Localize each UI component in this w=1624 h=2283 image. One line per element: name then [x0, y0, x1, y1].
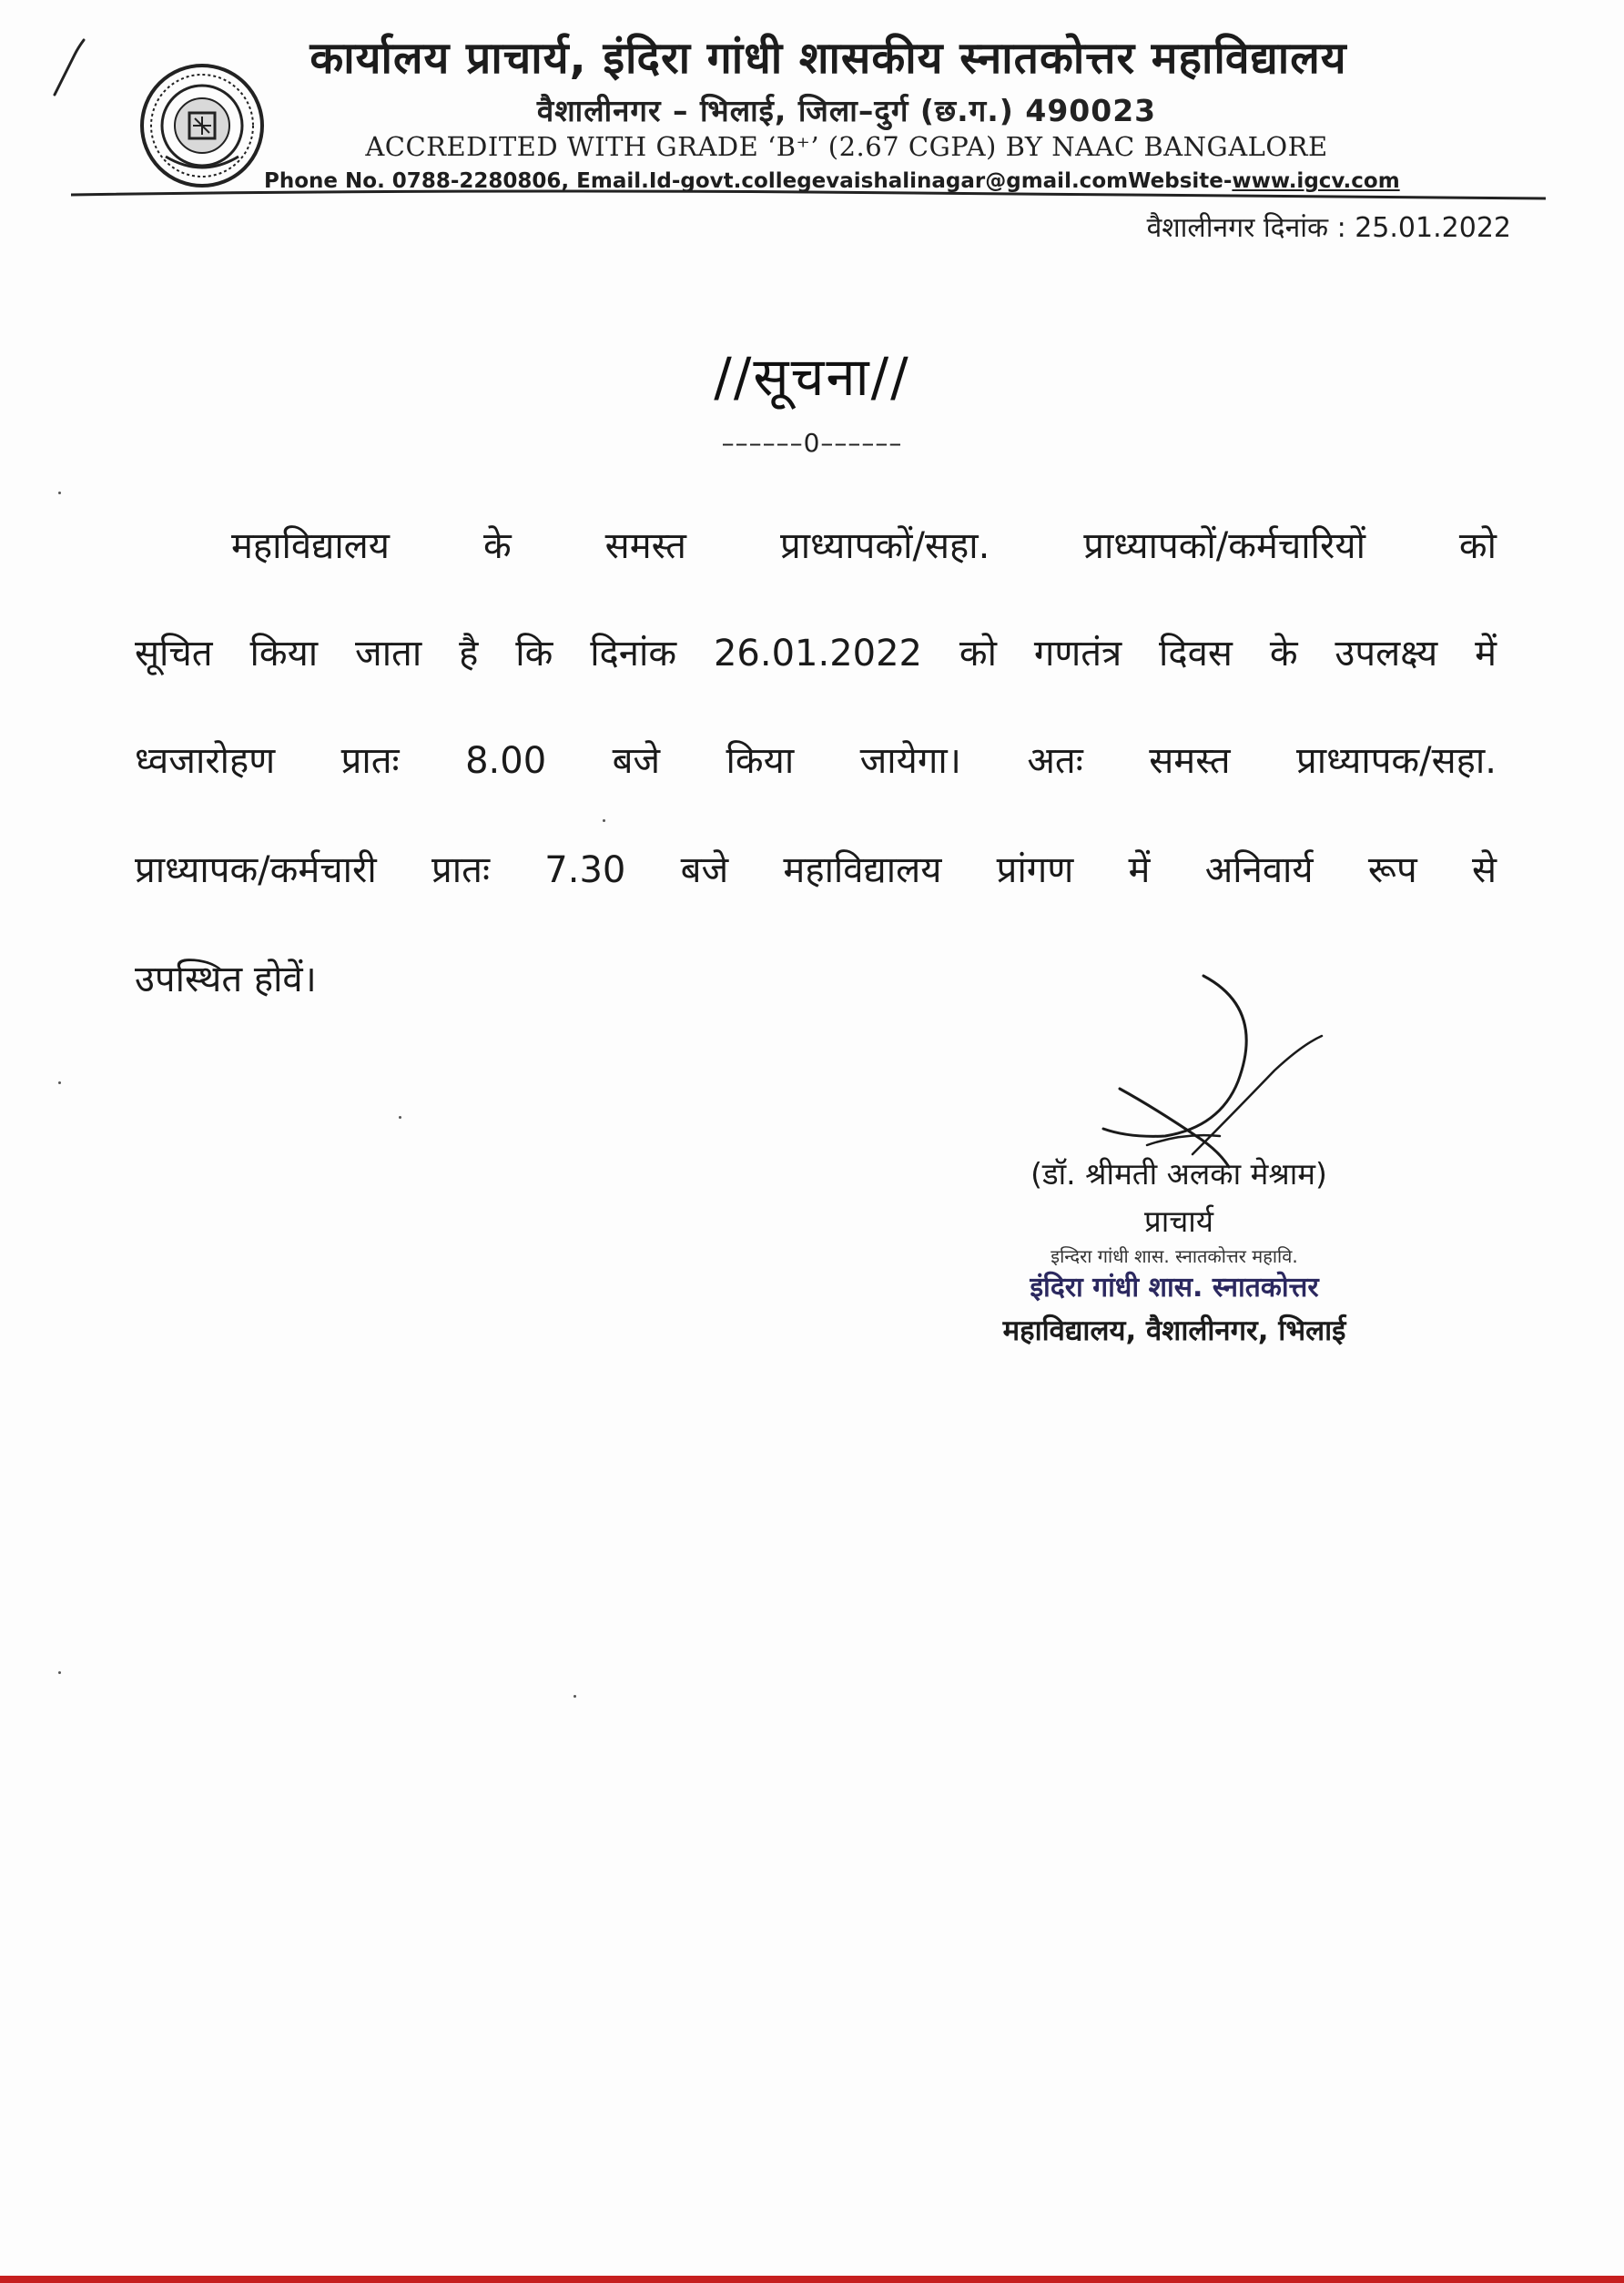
- notice-body-line: ध्वजारोहण प्रातः 8.00 बजे किया जायेगा। अतः समस्त प्राध्यापक/सहा.: [135, 740, 1497, 782]
- seal-stamp-line-1: इंदिरा गांधी शास. स्नातकोत्तर: [1030, 1272, 1319, 1304]
- website-link[interactable]: www.igcv.com: [1232, 169, 1400, 193]
- scan-speck: [58, 492, 61, 494]
- notice-divider: ––––––0––––––: [721, 428, 903, 458]
- scan-bottom-edge: [0, 2276, 1624, 2283]
- scan-speck: [399, 1116, 401, 1119]
- contact-details: Phone No. 0788-2280806, Email.Id-govt.collegevaishalinagar@gmail.comWebsite-: [264, 169, 1233, 193]
- notice-body-line: प्राध्यापक/कर्मचारी प्रातः 7.30 बजे महाविद्यालय प्रांगण में अनिवार्य रूप से: [135, 849, 1497, 891]
- scan-speck: [573, 1695, 576, 1698]
- scan-speck: [58, 1081, 61, 1084]
- signatory-name: (डॉ. श्रीमती अलका मेश्राम): [1030, 1156, 1327, 1192]
- letterhead-address: वैशालीनगर – भिलाई, जिला–दुर्ग (छ.ग.) 490023: [536, 93, 1157, 128]
- scan-speck: [603, 819, 605, 822]
- notice-body-line: उपस्थित होवें।: [135, 959, 317, 1000]
- place-date-line: वैशालीनगर दिनांक : 25.01.2022: [1146, 212, 1511, 244]
- pen-mark-icon: [47, 27, 111, 100]
- letterhead-rule: [71, 186, 1546, 202]
- seal-small-text: इन्दिरा गांधी शास. स्नातकोत्तर महावि.: [1051, 1245, 1298, 1267]
- seal-stamp-line-2: महाविद्यालय, वैशालीनगर, भिलाई: [1002, 1314, 1346, 1347]
- notice-heading: //सूचना//: [714, 346, 910, 408]
- notice-body-line: सूचित किया जाता है कि दिनांक 26.01.2022 को गणतंत्र दिवस के उपलक्ष्य में: [135, 633, 1497, 675]
- scan-speck: [58, 1671, 61, 1674]
- letterhead-title: कार्यालय प्राचार्य, इंदिरा गांधी शासकीय स्नातकोत्तर महाविद्यालय: [310, 33, 1347, 84]
- notice-body-line: महाविद्यालय के समस्त प्राध्यापकों/सहा. प्राध्यापकों/कर्मचारियों को: [231, 525, 1497, 567]
- signatory-designation: प्राचार्य: [1144, 1203, 1213, 1239]
- letterhead-accreditation: ACCREDITED WITH GRADE ‘B⁺’ (2.67 CGPA) BY NAAC BANGALORE: [365, 131, 1328, 162]
